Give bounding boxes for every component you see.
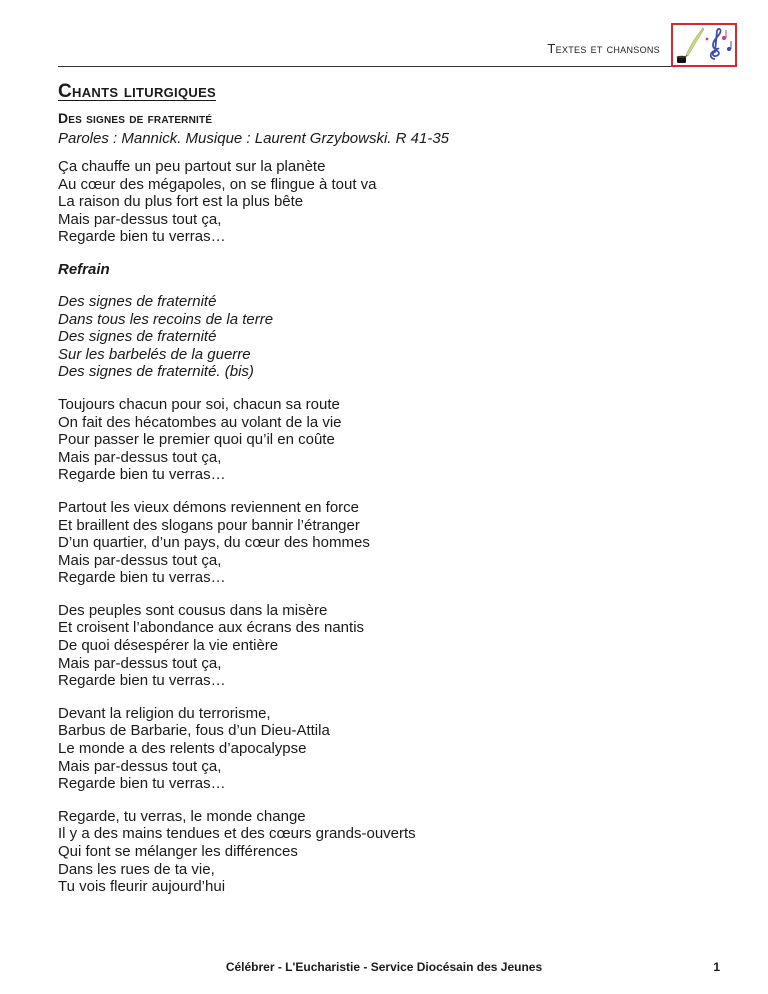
stanza-2 xyxy=(58,396,678,484)
refrain-line: Des signes de fraternité. (bis) xyxy=(58,363,254,381)
lyric-line: De quoi désespérer la vie entière xyxy=(58,637,279,655)
stanza-4 xyxy=(58,602,678,690)
lyric-line: Regarde bien tu verras… xyxy=(58,672,226,690)
lyric-line: Le monde a des relents d’apocalypse xyxy=(58,740,307,758)
lyric-line: Ça chauffe un peu partout sur la planète xyxy=(58,158,326,175)
lyric-line: Regarde bien tu verras… xyxy=(58,775,226,793)
lyric-line: Des peuples sont cousus dans la misère xyxy=(58,601,328,619)
lyric-line: Qui font se mélanger les différences xyxy=(58,843,298,860)
lyric-line: On fait des hécatombes au volant de la vie xyxy=(58,413,342,431)
logo-graphic xyxy=(673,25,735,65)
lyric-line: Regarde bien tu verras… xyxy=(58,228,226,246)
refrain-line: Sur les barbelés de la guerre xyxy=(58,345,251,363)
lyric-line: Regarde bien tu verras… xyxy=(58,466,226,484)
page-number: 1 xyxy=(713,960,720,974)
stanza-3 xyxy=(58,499,678,587)
header-divider xyxy=(58,66,671,67)
lyric-line: Mais par-dessus tout ça, xyxy=(58,448,222,466)
lyric-line: La raison du plus fort est la plus bête xyxy=(58,193,304,211)
refrain xyxy=(58,293,678,381)
lyric-line: Et braillent des slogans pour bannir l’étranger xyxy=(58,516,360,534)
refrain-line: Des signes de fraternité xyxy=(58,328,217,346)
lyric-line: Il y a des mains tendues et des cœurs grands-ouverts xyxy=(58,825,416,843)
lyric-line: Regarde bien tu verras… xyxy=(58,569,226,587)
lyric-line: Mais par-dessus tout ça, xyxy=(58,654,222,672)
page-footer: Célébrer - L'Eucharistie - Service Diocésain des Jeunes xyxy=(225,960,543,974)
lyric-line: Tu vois fleurir aujourd’hui xyxy=(58,878,226,896)
quill-and-treble-clef-icon xyxy=(671,23,737,67)
stanza-6 xyxy=(58,808,678,896)
lyric-line: Partout les vieux démons reviennent en force xyxy=(58,498,360,516)
lyric-line: Mais par-dessus tout ça, xyxy=(58,551,222,569)
lyric-line: Au cœur des mégapoles, on se flingue à tout va xyxy=(58,175,377,193)
lyric-line: Devant la religion du terrorisme, xyxy=(58,704,271,722)
lyrics xyxy=(58,158,678,911)
song-title: Des signes de fraternité xyxy=(58,110,213,126)
lyric-line: Dans les rues de ta vie, xyxy=(58,860,215,878)
song-credits: Paroles : Mannick. Musique : Laurent Grzybowski. R 41-35 xyxy=(58,130,450,147)
lyric-line: Barbus de Barbarie, fous d’un Dieu-Attila xyxy=(58,722,330,740)
page-title: Chants liturgiques xyxy=(58,81,217,102)
lyric-line: Et croisent l’abondance aux écrans des nantis xyxy=(58,619,365,637)
lyric-line: Toujours chacun pour soi, chacun sa route xyxy=(58,395,340,413)
lyric-line: D’un quartier, d’un pays, du cœur des hommes xyxy=(58,534,370,552)
refrain-label: Refrain xyxy=(58,260,110,278)
lyric-line: Regarde, tu verras, le monde change xyxy=(58,807,306,825)
lyric-line: Mais par-dessus tout ça, xyxy=(58,210,222,228)
section-label: Textes et chansons xyxy=(547,41,660,56)
stanza-5 xyxy=(58,705,678,793)
lyric-line: Mais par-dessus tout ça, xyxy=(58,757,222,775)
stanza-1 xyxy=(58,158,678,246)
lyric-line: Pour passer le premier quoi qu’il en coûte xyxy=(58,431,335,449)
refrain-line: Dans tous les recoins de la terre xyxy=(58,310,274,328)
refrain-line: Des signes de fraternité xyxy=(58,292,217,310)
